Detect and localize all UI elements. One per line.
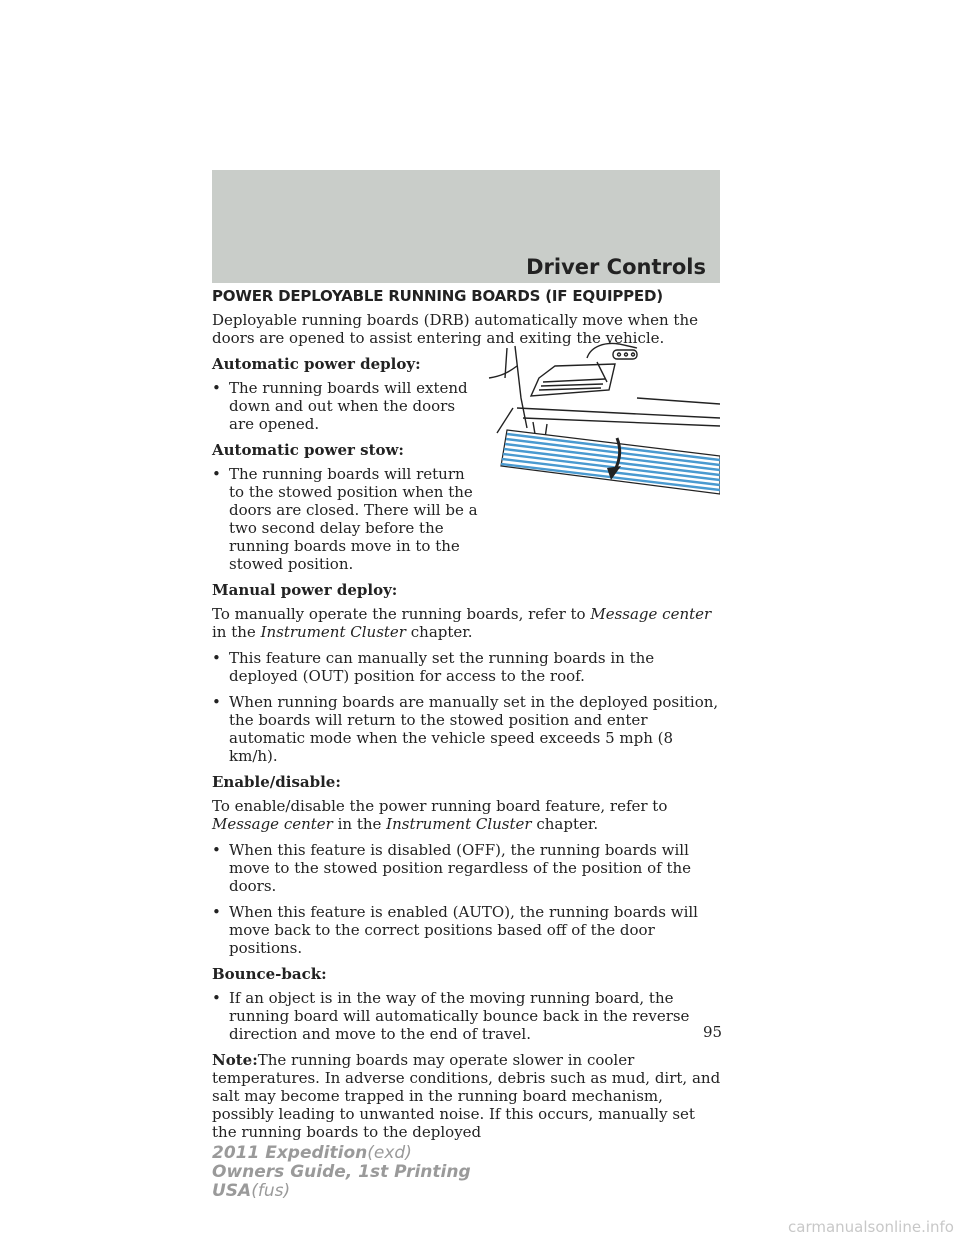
bullet-dot: •: [212, 379, 221, 397]
section-title: Driver Controls: [526, 255, 706, 279]
enable-disable-bullet-text: When this feature is disabled (OFF), the running boards will move to the stowed position regardless of the position of the doors.: [229, 841, 692, 895]
enable-text-after: chapter.: [531, 815, 599, 833]
manual-deploy-bullet: [212, 649, 722, 685]
manual-deploy-bullet-text: When running boards are manually set in the deployed position, the boards will return to the stowed position and enter automatic mode when the vehicle speed exceeds 5 mph (8 km/h).: [229, 693, 719, 765]
footer-line-1: [212, 1144, 471, 1163]
page-number: 95: [703, 1023, 723, 1041]
message-center-reference: Message center: [590, 605, 712, 623]
section-header-band: [212, 170, 720, 283]
intro-paragraph: Deployable running boards (DRB) automatically move when the doors are opened to assist entering and exiting the vehicle.: [212, 311, 698, 347]
instrument-cluster-reference: Instrument Cluster: [260, 623, 406, 641]
auto-deploy-title: Automatic power deploy:: [212, 355, 421, 373]
manual-text-before: To manually operate the running boards, refer to: [212, 605, 591, 623]
message-center-reference: Message center: [212, 815, 333, 833]
manual-text-after: chapter.: [405, 623, 473, 641]
bullet-dot: •: [212, 693, 221, 711]
enable-disable-bullet: [212, 841, 722, 895]
manual-deploy-paragraph: [212, 605, 722, 641]
enable-text-mid: in the: [332, 815, 387, 833]
footer-model-code: (exd): [367, 1143, 412, 1163]
footer-line-2: Owners Guide, 1st Printing: [212, 1162, 471, 1182]
footer-line-3: [212, 1182, 471, 1201]
footer-market: USA: [212, 1181, 252, 1201]
footer-market-code: (fus): [251, 1181, 291, 1201]
note-text: The running boards may operate slower in cooler temperatures. In adverse conditions, debris such as mud, dirt, and salt may become trapped in the running board mechanism, possibly leading to unwanted noise. If this occurs, manually set the running boards to the deployed: [212, 1051, 721, 1141]
bullet-dot: •: [212, 465, 221, 483]
manual-text-mid: in the: [212, 623, 261, 641]
auto-stow-bullet: [212, 465, 484, 573]
footer-model: 2011 Expedition: [212, 1143, 368, 1163]
bullet-dot: •: [212, 903, 221, 921]
bounce-back-bullet: [212, 989, 722, 1043]
watermark: carmanualsonline.info: [788, 1218, 954, 1236]
manual-deploy-bullet-text: This feature can manually set the running boards in the deployed (OUT) position for access to the roof.: [229, 649, 655, 685]
bullet-dot: •: [212, 841, 221, 859]
bullet-dot: •: [212, 649, 221, 667]
bounce-back-text: If an object is in the way of the moving running board, the running board will automatically bounce back in the reverse direction and move to the end of travel.: [229, 989, 690, 1043]
note-label: Note:: [212, 1051, 258, 1069]
running-board-illustration: [487, 338, 720, 495]
enable-disable-title: Enable/disable:: [212, 773, 341, 791]
auto-deploy-bullet: [212, 379, 484, 433]
running-board-stripes: [501, 430, 720, 494]
bullet-dot: •: [212, 989, 221, 1007]
enable-disable-bullet: [212, 903, 722, 957]
auto-deploy-text: The running boards will extend down and out when the doors are opened.: [229, 379, 468, 433]
section-heading: POWER DEPLOYABLE RUNNING BOARDS (IF EQUIPPED): [212, 287, 663, 305]
manual-deploy-title: Manual power deploy:: [212, 581, 398, 599]
enable-disable-paragraph: [212, 797, 722, 833]
manual-deploy-bullet: [212, 693, 722, 765]
instrument-cluster-reference: Instrument Cluster: [386, 815, 532, 833]
enable-text-before: To enable/disable the power running board feature, refer to: [212, 797, 668, 815]
auto-stow-text: The running boards will return to the stowed position when the doors are closed. There will be a two second delay before the running boards move in to the stowed position.: [229, 465, 478, 573]
document-footer: [212, 1144, 471, 1201]
auto-stow-title: Automatic power stow:: [212, 441, 404, 459]
bounce-back-title: Bounce-back:: [212, 965, 327, 983]
note-paragraph: [212, 1051, 722, 1141]
enable-disable-bullet-text: When this feature is enabled (AUTO), the running boards will move back to the correct positions based off of the door positions.: [229, 903, 698, 957]
